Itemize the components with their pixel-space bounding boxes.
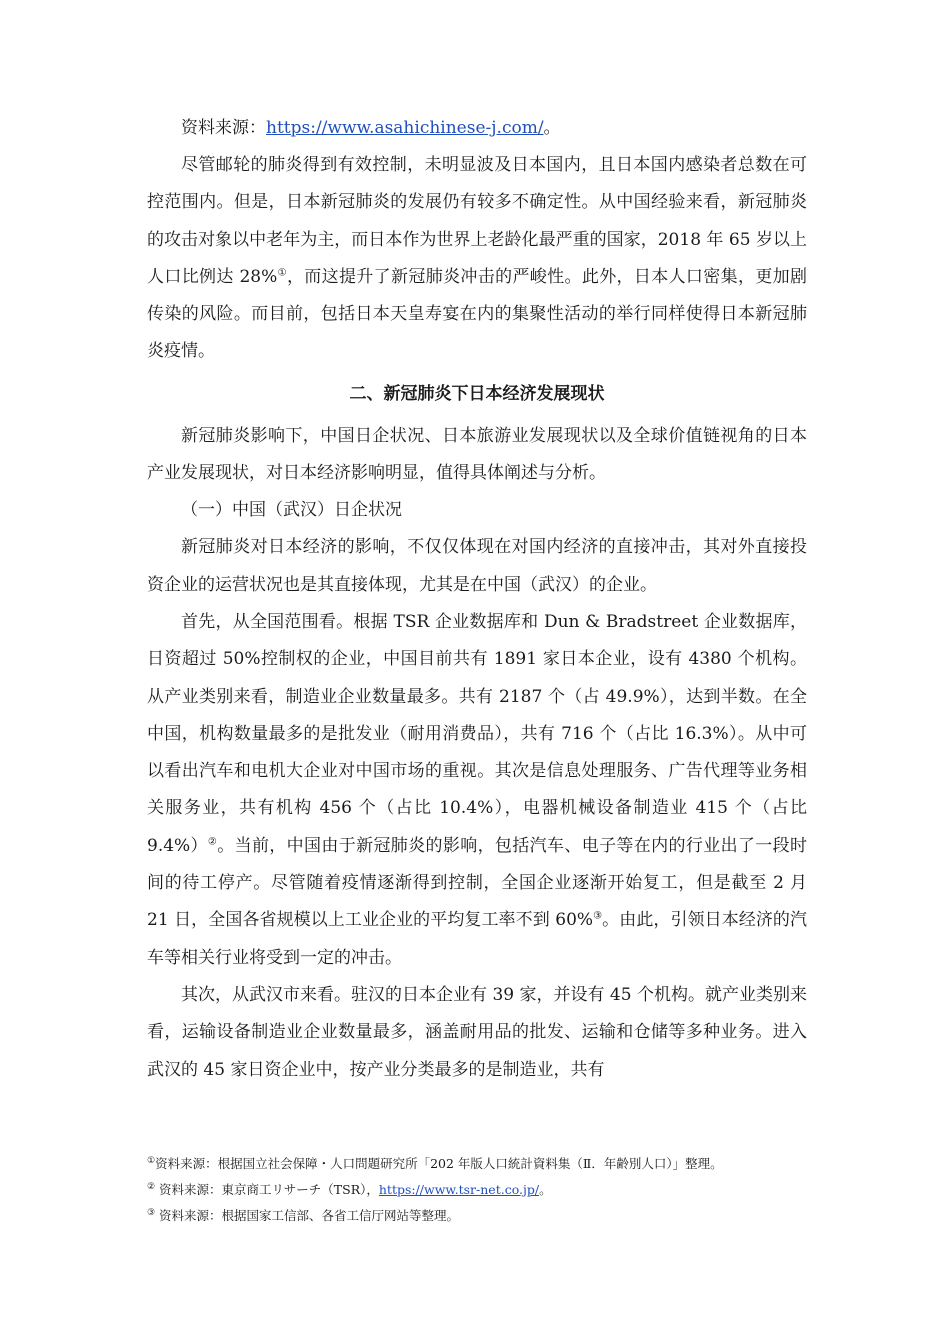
footnote-ref-1[interactable]: ① xyxy=(277,267,287,279)
footnote-2: ② 资料来源：東京商工リサーチ（TSR），https://www.tsr-net.co.jp/。 xyxy=(147,1181,552,1197)
source-prefix: 资料来源： xyxy=(181,118,266,138)
paragraph-national: 首先，从全国范围看。根据 TSR 企业数据库和 Dun & Bradstreet 企业数据库，日资超过 50%控制权的企业，中国目前共有 1891 家日本企业，设有 4380 个机构。从产业类别来看，制造业企业数量最多。共有 2187 个（占 49.9%），达到半数。在全中国，机构数量最多的是批发业（耐用消费品），共有 716 个（占比 16.3%）。从中可以看出汽车和电机大企业对中国市场的重视。其次是信息处理服务、广告代理等业务相关服务业，共有机构 456 个（占比 10.4%），电器机械设备制造业 415 个（占比 9.4%）②。当前，中国由于新冠肺炎的影响，包括汽车、电子等在内的行业出了一段时间的待工停产。尽管随着疫情逐渐得到控制，全国企业逐渐开始复工，但是截至 2 月 21 日，全国各省规模以上工业企业的平均复工率不到 60%③。由此，引领日本经济的汽车等相关行业将受到一定的冲击。 xyxy=(147,611,808,968)
footnote-ref-3[interactable]: ③ xyxy=(593,910,603,922)
footnote-3: ③ 资料来源：根据国家工信部、各省工信厅网站等整理。 xyxy=(147,1207,460,1223)
document-body xyxy=(147,110,807,1089)
paragraph-covid-uncertainty: 尽管邮轮的肺炎得到有效控制，未明显波及日本国内，且日本国内感染者总数在可控范围内。但是，日本新冠肺炎的发展仍有较多不确定性。从中国经验来看，新冠肺炎的攻击对象以中老年为主，而日本作为世界上老龄化最严重的国家，2018 年 65 岁以上人口比例达 28%①，而这提升了新冠肺炎冲击的严峻性。此外，日本人口密集，更加剧传染的风险。而目前，包括日本天皇寿宴在内的集聚性活动的举行同样使得日本新冠肺炎疫情。 xyxy=(147,155,808,362)
subsection-heading: （一）中国（武汉）日企状况 xyxy=(181,500,402,521)
paragraph-intro: 新冠肺炎影响下，中国日企状况、日本旅游业发展现状以及全球价值链视角的日本产业发展现状，对日本经济影响明显，值得具体阐述与分析。 xyxy=(147,425,807,484)
source-suffix: 。 xyxy=(543,118,561,138)
section-heading: 二、新冠肺炎下日本经济发展现状 xyxy=(349,383,605,404)
footnote-ref-2[interactable]: ② xyxy=(207,836,218,848)
footnotes xyxy=(147,1151,827,1229)
source-line xyxy=(147,110,807,147)
paragraph-wuhan: 其次，从武汉市来看。驻汉的日本企业有 39 家，并设有 45 个机构。就产业类别来看，运输设备制造业企业数量最多，涵盖耐用品的批发、运输和仓储等多种业务。进入武汉的 45 家日资企业中，按产业分类最多的是制造业，共有 xyxy=(147,984,807,1080)
source-link[interactable]: https://www.asahichinese-j.com/ xyxy=(266,118,544,138)
paragraph-impact: 新冠肺炎对日本经济的影响，不仅仅体现在对国内经济的直接冲击，其对外直接投资企业的运营状况也是其直接体现，尤其是在中国（武汉）的企业。 xyxy=(147,537,807,595)
footnote-1: ①资料来源：根据国立社会保障・人口問題研究所「202 年版人口統計資料集（Ⅱ．年齢別人口）」整理。 xyxy=(147,1155,723,1171)
footnote-2-link[interactable]: https://www.tsr-net.co.jp/ xyxy=(378,1182,540,1197)
